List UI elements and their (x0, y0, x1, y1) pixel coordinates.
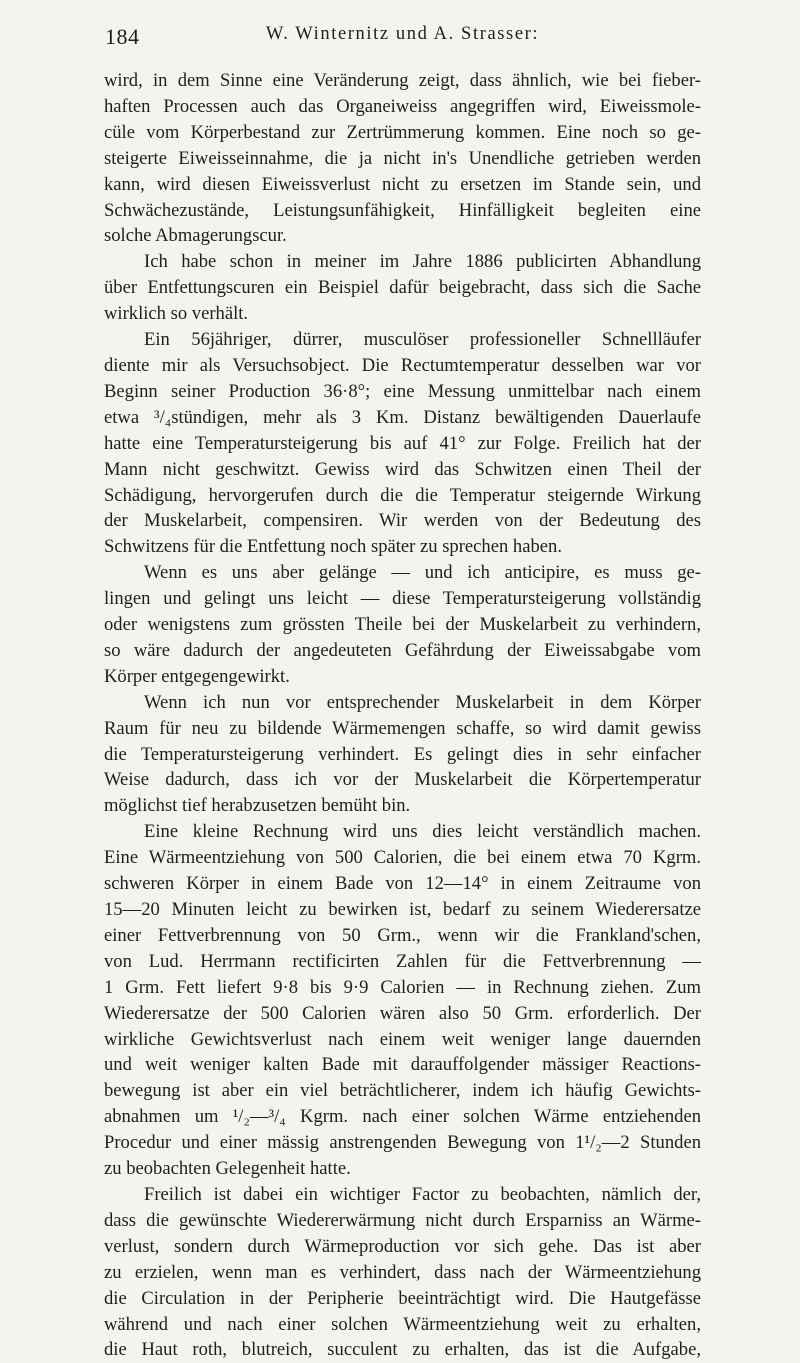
running-head: W. Winternitz und A. Strasser: (265, 24, 540, 44)
text-line: zu erzielen, wenn man es verhindert, dass nach der Wärmeentziehung (104, 1261, 701, 1283)
text-line: Raum für neu zu bildende Wärmemengen schaffe, so wird damit gewiss (104, 717, 701, 739)
text-line: Eine Wärmeentziehung von 500 Calorien, die bei einem etwa 70 Kgrm. (104, 847, 701, 869)
text-line: 1 Grm. Fett liefert 9·8 bis 9·9 Calorien — in Rechnung ziehen. Zum (104, 976, 701, 998)
text-line: Wiederersatze der 500 Calorien wären also 50 Grm. erforderlich. Der (104, 1002, 701, 1024)
text-line: und weit weniger kalten Bade mit darauffolgender mässiger Reactions- (104, 1054, 701, 1076)
text-line: oder wenigstens zum grössten Theile bei der Muskelarbeit zu verhindern, (104, 614, 701, 636)
page-header (105, 22, 700, 62)
text-line: abnahmen um ¹/₂—³/₄ Kgrm. nach einer solchen Wärme entziehenden (104, 1106, 701, 1128)
text-line: die Haut roth, blutreich, succulent zu erhalten, das ist die Aufgabe, (104, 1339, 701, 1361)
text-line: die Temperatursteigerung verhindert. Es gelingt dies in sehr einfacher (104, 743, 701, 765)
text-line: bewegung ist aber ein viel beträchtlicherer, indem ich häufig Gewichts- (104, 1080, 701, 1102)
text-line: Schwitzens für die Entfettung noch später zu sprechen haben. (104, 536, 562, 558)
text-line: Procedur und einer mässig anstrengenden Bewegung von 1¹/₂—2 Stunden (104, 1132, 701, 1154)
text-line: so wäre dadurch der angedeuteten Gefährdung der Eiweissabgabe vom (104, 639, 701, 661)
body-text (104, 68, 701, 1363)
text-line: Ein 56jähriger, dürrer, musculöser professioneller Schnellläufer (144, 329, 701, 351)
text-line: Schädigung, hervorgerufen durch die die Temperatur steigernde Wirkung (104, 484, 701, 506)
text-line: Mann nicht geschwitzt. Gewiss wird das Schwitzen einen Theil der (104, 458, 701, 480)
text-line: möglichst tief herabzusetzen bemüht bin. (104, 795, 411, 817)
paragraph (104, 1182, 701, 1363)
text-line: Wenn ich nun vor entsprechender Muskelarbeit in dem Körper (144, 691, 701, 713)
text-line: Beginn seiner Production 36·8°; eine Messung unmittelbar nach einem (104, 380, 701, 402)
text-line: Wenn es uns aber gelänge — und ich anticipire, es muss ge- (144, 562, 701, 584)
text-line: 15—20 Minuten leicht zu bewirken ist, bedarf zu seinem Wiederersatze (104, 899, 701, 920)
text-line: diente mir als Versuchsobject. Die Rectumtemperatur desselben war vor (104, 354, 701, 376)
text-line: über Entfettungscuren ein Beispiel dafür beigebracht, dass sich die Sache (104, 277, 701, 299)
text-line: Schwächezustände, Leistungsunfähigkeit, Hinfälligkeit begleiten eine (104, 199, 701, 221)
page-number: 184 (105, 24, 140, 49)
text-line: von Lud. Herrmann rectificirten Zahlen für die Fettverbrennung — (104, 950, 701, 972)
text-line: wird, in dem Sinne eine Veränderung zeigt, dass ähnlich, wie bei fieber- (104, 70, 701, 91)
text-line: während und nach einer solchen Wärmeentziehung weit zu erhalten, (104, 1313, 701, 1335)
text-line: haften Processen auch das Organeiweiss angegriffen wird, Eiweissmole- (104, 95, 701, 117)
paragraph (104, 560, 701, 690)
text-line: wirklich so verhält. (104, 303, 249, 325)
text-line: cüle vom Körperbestand zur Zertrümmerung kommen. Eine noch so ge- (104, 121, 701, 143)
text-line: zu beobachten Gelegenheit hatte. (104, 1158, 351, 1180)
text-line: kann, wird diesen Eiweissverlust nicht zu ersetzen im Stande sein, und (104, 173, 701, 195)
text-line: dass die gewünschte Wiedererwärmung nicht durch Ersparniss an Wärme- (104, 1209, 701, 1231)
paragraph (104, 690, 701, 820)
paragraph (104, 819, 701, 1182)
paragraph (104, 68, 701, 249)
text-line: Eine kleine Rechnung wird uns dies leicht verständlich machen. (144, 821, 701, 843)
text-line: lingen und gelingt uns leicht — diese Temperatursteigerung vollständig (104, 588, 701, 610)
text-line: Freilich ist dabei ein wichtiger Factor zu beobachten, nämlich der, (144, 1183, 701, 1205)
text-line: die Circulation in der Peripherie beeinträchtigt wird. Die Hautgefässe (104, 1287, 701, 1309)
paragraph (104, 249, 701, 327)
text-line: etwa ³/₄stündigen, mehr als 3 Km. Distanz bewältigenden Dauerlaufe (104, 406, 701, 428)
text-line: wirkliche Gewichtsverlust nach einem weit weniger lange dauernden (104, 1028, 701, 1050)
text-line: steigerte Eiweisseinnahme, die ja nicht in's Unendliche getrieben werden (104, 147, 701, 169)
text-line: Ich habe schon in meiner im Jahre 1886 publicirten Abhandlung (144, 251, 701, 273)
text-line: der Muskelarbeit, compensiren. Wir werden von der Bedeutung des (104, 510, 701, 532)
text-line: schweren Körper in einem Bade von 12—14° in einem Zeitraume von (104, 873, 701, 895)
text-line: Körper entgegengewirkt. (104, 665, 290, 687)
text-line: solche Abmagerungscur. (104, 225, 287, 247)
text-line: hatte eine Temperatursteigerung bis auf 41° zur Folge. Freilich hat der (104, 432, 701, 454)
text-line: verlust, sondern durch Wärmeproduction vor sich gehe. Das ist aber (104, 1235, 701, 1257)
paragraph (104, 327, 701, 560)
text-line: Weise dadurch, dass ich vor der Muskelarbeit die Körpertemperatur (104, 769, 701, 791)
text-line: einer Fettverbrennung von 50 Grm., wenn wir die Frankland'schen, (104, 924, 701, 946)
